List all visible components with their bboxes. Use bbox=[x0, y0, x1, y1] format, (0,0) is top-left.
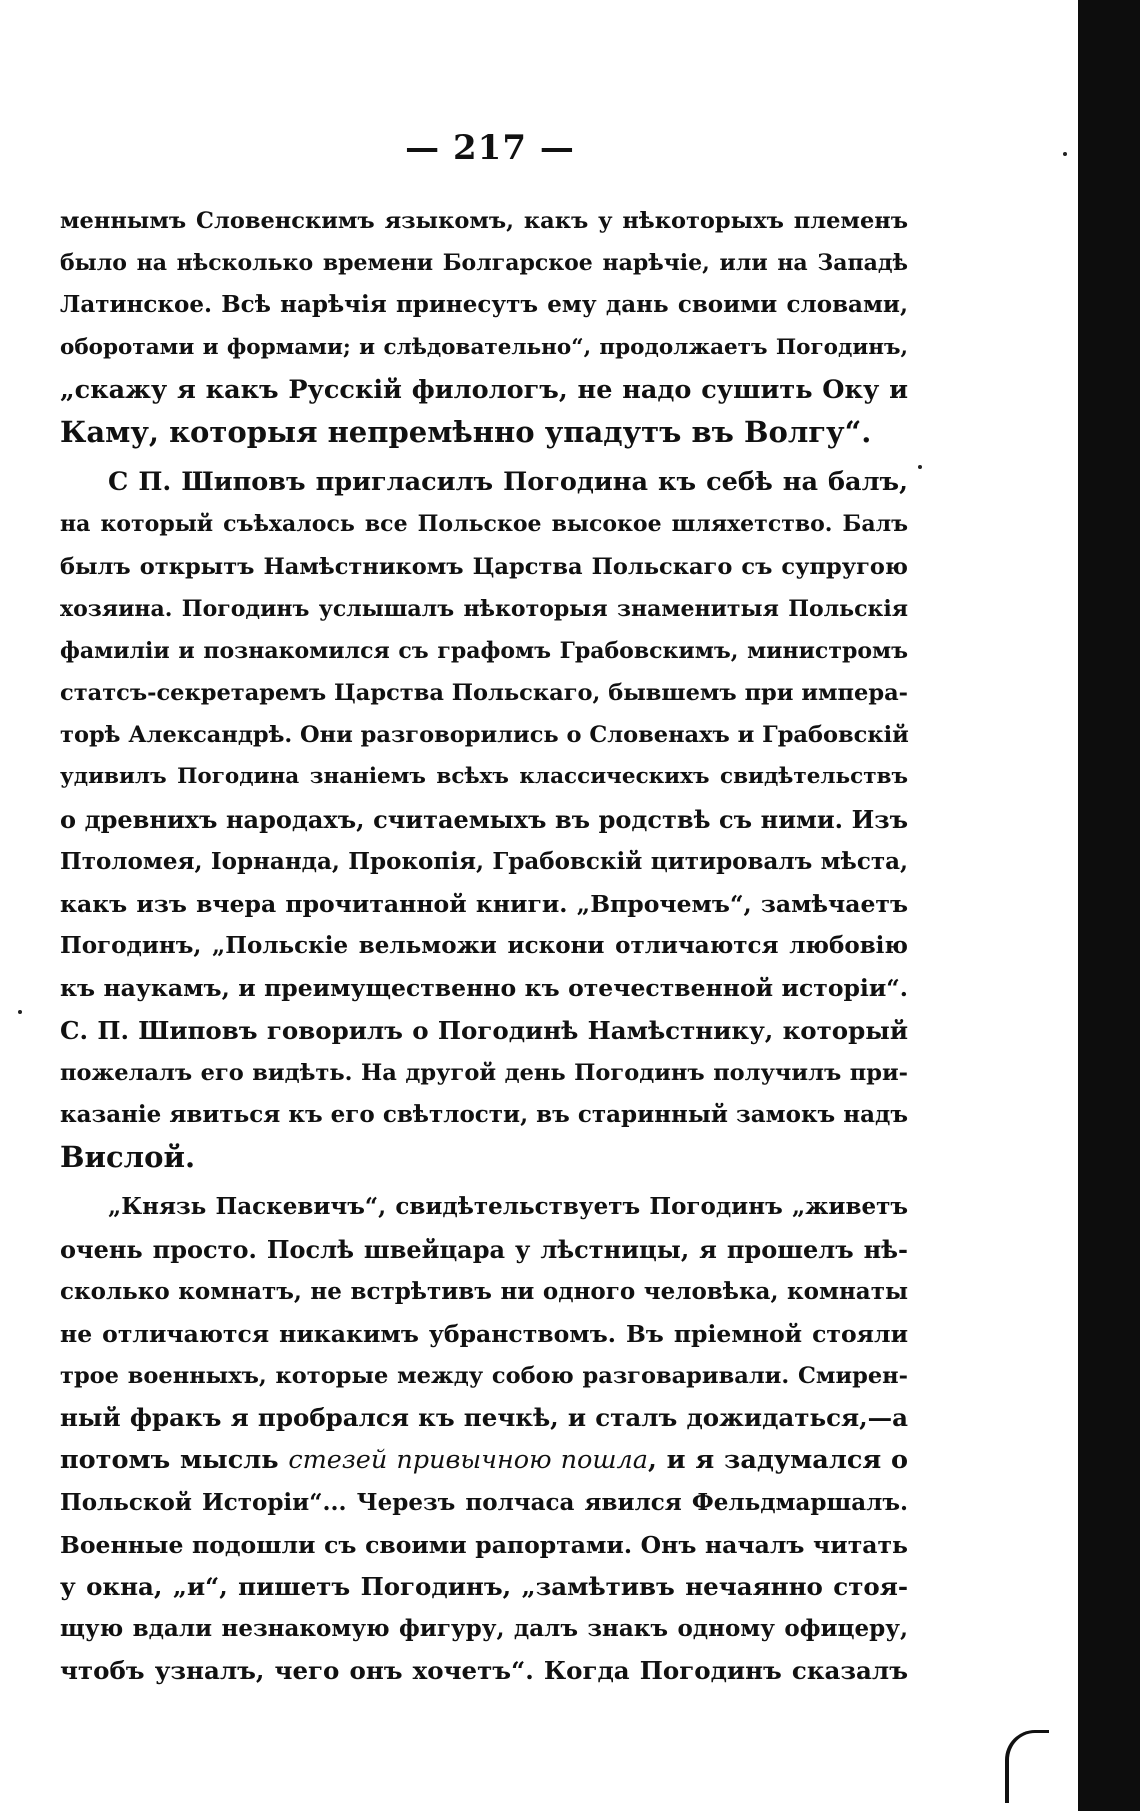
text-line: ный фракъ я пробрался къ печкѣ, и сталъ дожидаться,—а bbox=[60, 1403, 908, 1433]
text-segment: потомъ мысль bbox=[60, 1445, 289, 1476]
text-line: былъ открытъ Намѣстникомъ Царства Польскаго съ супругою bbox=[60, 553, 908, 580]
text-line: Вислой. bbox=[60, 1140, 196, 1175]
text-line: у окна, „и“, пишетъ Погодинъ, „замѣтивъ нечаянно стоя- bbox=[60, 1572, 908, 1601]
italic-quote: стезей привычною пошла bbox=[288, 1445, 648, 1476]
text-line: пожелалъ его видѣть. На другой день Погодинъ получилъ при- bbox=[60, 1059, 908, 1086]
text-line: было на нѣсколько времени Болгарское нарѣчіе, или на Западѣ bbox=[60, 250, 908, 277]
text-line: сколько комнатъ, не встрѣтивъ ни одного человѣка, комнаты bbox=[60, 1277, 908, 1305]
paragraph-3 bbox=[60, 1186, 908, 1692]
text-line: фамиліи и познакомился съ графомъ Грабовскимъ, министромъ bbox=[60, 637, 908, 664]
text-line: меннымъ Словенскимъ языкомъ, какъ у нѣкоторыхъ племенъ bbox=[60, 208, 908, 234]
text-line: Военные подошли съ своими рапортами. Онъ началъ читать bbox=[60, 1530, 908, 1559]
page-text bbox=[60, 200, 908, 1701]
text-line: хозяина. Погодинъ услышалъ нѣкоторыя знаменитыя Польскія bbox=[60, 595, 908, 622]
text-line: къ наукамъ, и преимущественно къ отечественной исторіи“. bbox=[60, 974, 908, 1003]
text-line: не отличаются никакимъ убранствомъ. Въ пріемной стояли bbox=[60, 1319, 908, 1348]
page-curl-mark bbox=[1005, 1730, 1049, 1803]
text-line: „скажу я какъ Русскій филологъ, не надо сушить Оку и bbox=[60, 374, 908, 405]
text-line: о древнихъ народахъ, считаемыхъ въ родствѣ съ ними. Изъ bbox=[60, 804, 908, 834]
text-line: чтобъ узналъ, чего онъ хочетъ“. Когда Погодинъ сказалъ bbox=[60, 1656, 908, 1686]
text-line: Птоломея, Іорнанда, Прокопія, Грабовскій цитировалъ мѣста, bbox=[60, 847, 908, 875]
text-line: казаніе явиться къ его свѣтлости, въ старинный замокъ надъ bbox=[60, 1100, 908, 1128]
paragraph-2 bbox=[60, 461, 908, 1178]
paragraph-1 bbox=[60, 200, 908, 453]
text-line: щую вдали незнакомую фигуру, далъ знакъ одному офицеру, bbox=[60, 1615, 908, 1643]
text-line: торѣ Александрѣ. Они разговорились о Словенахъ и Грабовскій bbox=[60, 722, 909, 749]
text-line: Погодинъ, „Польскіе вельможи искони отличаются любовію bbox=[60, 932, 908, 960]
text-line: „Князь Паскевичъ“, свидѣтельствуетъ Погодинъ „живетъ bbox=[108, 1193, 908, 1221]
text-line-with-italic bbox=[60, 1439, 908, 1481]
scan-speck bbox=[918, 465, 922, 469]
scan-binding-edge bbox=[1078, 0, 1140, 1811]
text-line: трое военныхъ, которые между собою разговаривали. Смирен- bbox=[60, 1363, 908, 1390]
text-line: Польской Исторіи“... Черезъ полчаса явился Фельдмаршалъ. bbox=[60, 1488, 908, 1516]
page-number: — 217 — bbox=[405, 128, 575, 168]
text-line: С. П. Шиповъ говорилъ о Погодинѣ Намѣстнику, который bbox=[60, 1015, 908, 1045]
text-line: оборотами и формами; и слѣдовательно“, продолжаетъ Погодинъ, bbox=[60, 334, 908, 360]
text-line: Латинское. Всѣ нарѣчія принесутъ ему дань своими словами, bbox=[60, 291, 908, 319]
text-line: очень просто. Послѣ швейцара у лѣстницы, я прошелъ нѣ- bbox=[60, 1234, 908, 1264]
scan-speck bbox=[18, 1010, 22, 1014]
text-segment: , и я задумался о bbox=[648, 1445, 908, 1476]
text-line: Каму, которыя непремѣнно упадутъ въ Волгу“. bbox=[60, 414, 872, 449]
scan-speck bbox=[1063, 152, 1067, 156]
text-line: статсъ-секретаремъ Царства Польскаго, бывшемъ при импера- bbox=[60, 680, 908, 707]
text-line: удивилъ Погодина знаніемъ всѣхъ классическихъ свидѣтельствъ bbox=[60, 764, 908, 790]
text-line: на который съѣхалось все Польское высокое шляхетство. Балъ bbox=[60, 511, 908, 538]
text-line: С П. Шиповъ пригласилъ Погодина къ себѣ на балъ, bbox=[108, 467, 908, 498]
text-line: какъ изъ вчера прочитанной книги. „Впрочемъ“, замѣчаетъ bbox=[60, 890, 908, 918]
